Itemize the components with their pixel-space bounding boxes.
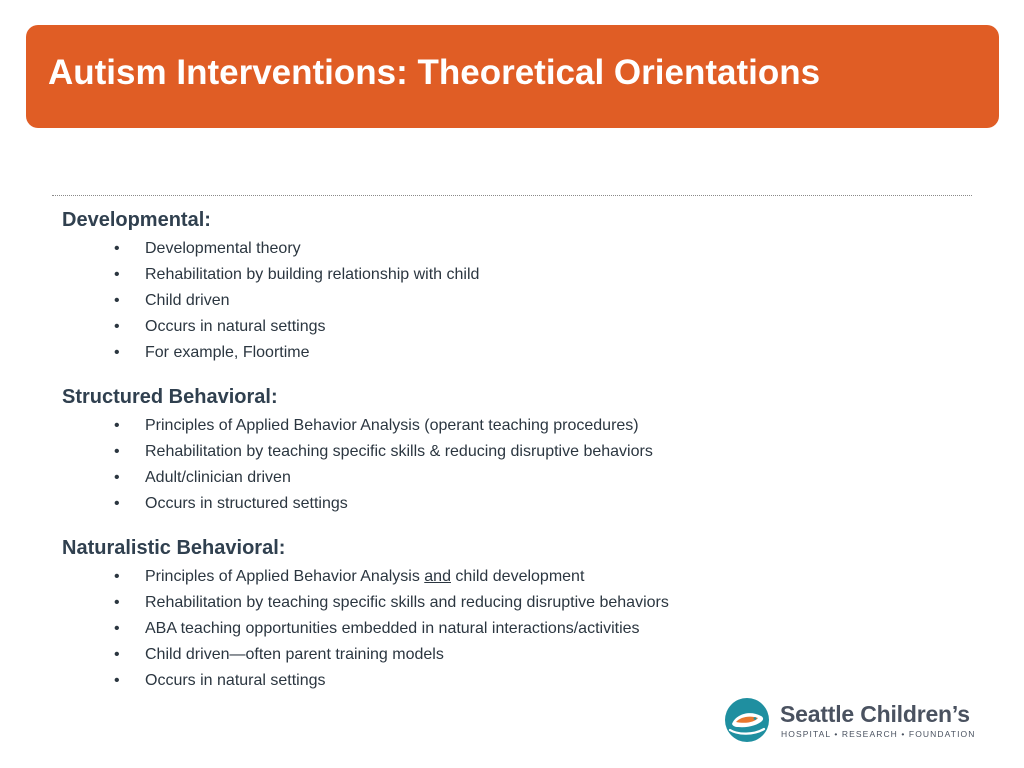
section-heading: Developmental: bbox=[62, 209, 211, 231]
list-item bbox=[62, 642, 962, 668]
bullet-icon: • bbox=[114, 672, 120, 689]
bullet-icon: • bbox=[114, 240, 120, 257]
bullet-icon: • bbox=[114, 495, 120, 512]
list-item bbox=[62, 491, 962, 517]
bullet-icon: • bbox=[114, 646, 120, 663]
list-item bbox=[62, 413, 962, 439]
section-heading: Naturalistic Behavioral: bbox=[62, 537, 286, 559]
section-naturalistic-behavioral bbox=[62, 535, 962, 694]
dotted-divider bbox=[52, 195, 972, 196]
list-item-text: Rehabilitation by teaching specific skills and reducing disruptive behaviors bbox=[145, 594, 669, 611]
seattle-childrens-whale-icon bbox=[724, 697, 770, 743]
slide-title: Autism Interventions: Theoretical Orientations bbox=[48, 53, 821, 92]
bullet-icon: • bbox=[114, 417, 120, 434]
list-item bbox=[62, 439, 962, 465]
section-structured-behavioral bbox=[62, 384, 962, 517]
list-item bbox=[62, 262, 962, 288]
underlined-word: and bbox=[424, 568, 451, 585]
list-item bbox=[62, 668, 962, 694]
section-developmental bbox=[62, 207, 962, 366]
list-item-text: Occurs in natural settings bbox=[145, 318, 326, 335]
list-item-text-before: Principles of Applied Behavior Analysis bbox=[145, 568, 425, 585]
list-item bbox=[62, 465, 962, 491]
list-item bbox=[62, 590, 962, 616]
bullet-list bbox=[62, 564, 962, 694]
list-item-text: For example, Floortime bbox=[145, 344, 310, 361]
content-area bbox=[62, 207, 962, 712]
bullet-icon: • bbox=[114, 318, 120, 335]
list-item bbox=[62, 340, 962, 366]
list-item-text: Child driven bbox=[145, 292, 230, 309]
logo-name: Seattle Children’s bbox=[780, 701, 970, 727]
list-item-text: Rehabilitation by building relationship with child bbox=[145, 266, 480, 283]
bullet-icon: • bbox=[114, 443, 120, 460]
bullet-icon: • bbox=[114, 266, 120, 283]
list-item-text: Occurs in natural settings bbox=[145, 672, 326, 689]
bullet-icon: • bbox=[114, 568, 120, 585]
list-item-text: Child driven—often parent training models bbox=[145, 646, 444, 663]
list-item bbox=[62, 616, 962, 642]
bullet-list bbox=[62, 413, 962, 517]
title-bar bbox=[26, 25, 999, 128]
bullet-icon: • bbox=[114, 469, 120, 486]
list-item bbox=[62, 314, 962, 340]
bullet-icon: • bbox=[114, 594, 120, 611]
list-item-text: Developmental theory bbox=[145, 240, 301, 257]
list-item-text-after: child development bbox=[450, 568, 585, 585]
list-item-text: Rehabilitation by teaching specific skills & reducing disruptive behaviors bbox=[145, 443, 653, 460]
seattle-childrens-logo bbox=[724, 697, 994, 745]
list-item-text: Occurs in structured settings bbox=[145, 495, 348, 512]
list-item bbox=[62, 564, 962, 590]
section-heading: Structured Behavioral: bbox=[62, 386, 278, 408]
bullet-icon: • bbox=[114, 620, 120, 637]
list-item bbox=[62, 288, 962, 314]
bullet-list bbox=[62, 236, 962, 366]
list-item-text: Adult/clinician driven bbox=[145, 469, 291, 486]
logo-tagline: HOSPITAL • RESEARCH • FOUNDATION bbox=[781, 729, 976, 739]
bullet-icon: • bbox=[114, 292, 120, 309]
list-item-text: ABA teaching opportunities embedded in natural interactions/activities bbox=[145, 620, 640, 637]
bullet-icon: • bbox=[114, 344, 120, 361]
list-item bbox=[62, 236, 962, 262]
list-item-text: Principles of Applied Behavior Analysis (operant teaching procedures) bbox=[145, 417, 639, 434]
